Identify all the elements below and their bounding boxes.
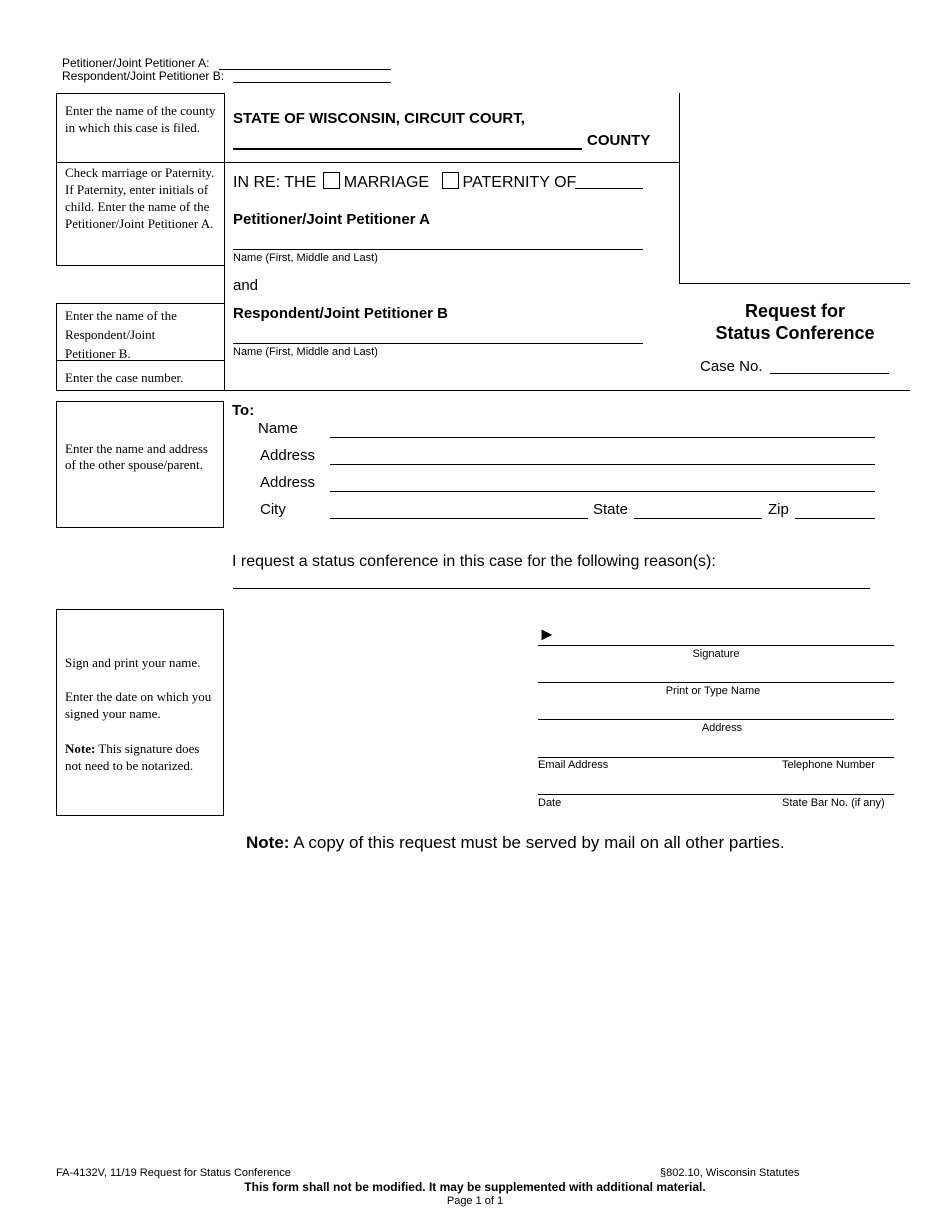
signer-address-input[interactable] [538, 705, 894, 720]
reason-input[interactable] [233, 574, 870, 589]
marriage-checkbox[interactable] [323, 172, 340, 189]
and-label: and [233, 277, 259, 294]
to-state-label: State [593, 501, 629, 518]
document-title [680, 300, 910, 344]
instruction-note [65, 740, 215, 774]
to-name-label: Name [258, 420, 299, 437]
footer-statute: §802.10, Wisconsin Statutes [660, 1167, 800, 1179]
petitioner-a-name-input[interactable] [233, 235, 643, 250]
signer-address-caption: Address [701, 722, 743, 734]
date-caption: Date [538, 797, 562, 809]
telephone-caption: Telephone Number [782, 759, 875, 771]
instruction-case-number: Enter the case number. [65, 370, 184, 385]
instruction-note-text: This signature does not need to be notarized. [65, 741, 200, 773]
in-re-label: IN RE: THE [233, 174, 317, 191]
instruction-note-bold: Note: [65, 741, 96, 756]
instruction-respondent: Enter the name of the Respondent/Joint Petitioner B. [65, 308, 177, 361]
caption-bottom-rule [225, 390, 910, 391]
in-re-line [233, 172, 576, 192]
service-note-text: A copy of this request must be served by mail on all other parties. [293, 833, 785, 852]
marriage-label: MARRIAGE [343, 174, 430, 191]
respondent-b-name-caption: Name (First, Middle and Last) [233, 346, 378, 358]
county-label: COUNTY [587, 132, 651, 149]
county-input[interactable] [233, 134, 582, 150]
to-address1-label: Address [260, 447, 316, 464]
to-state-input[interactable] [634, 504, 762, 519]
signature-arrow-icon: ► [538, 624, 556, 644]
instruction-county: Enter the name of the county in which this case is filed. [65, 103, 216, 135]
email-phone-input[interactable] [538, 743, 894, 758]
caption-box-bottom [679, 283, 910, 284]
state-bar-caption: State Bar No. (if any) [782, 797, 885, 809]
child-initials-input[interactable] [575, 174, 643, 189]
to-zip-input[interactable] [795, 504, 875, 519]
respondent-b-header-input[interactable] [233, 68, 391, 83]
petitioner-a-header-label: Petitioner/Joint Petitioner A: [62, 56, 210, 70]
print-name-caption: Print or Type Name [665, 685, 761, 697]
caption-left-border [224, 266, 225, 391]
signature-input[interactable] [558, 631, 894, 646]
signature-line-start [538, 645, 558, 646]
instruction-divider [56, 162, 225, 163]
date-bar-input[interactable] [538, 780, 894, 795]
to-zip-label: Zip [768, 501, 789, 518]
to-address2-label: Address [260, 474, 316, 491]
footer-warning: This form shall not be modified. It may be supplemented with additional material. [244, 1180, 706, 1194]
case-no-input[interactable] [770, 359, 889, 374]
paternity-checkbox[interactable] [442, 172, 459, 189]
document-title-line1: Request for [744, 301, 845, 321]
instruction-date-signed: Enter the date on which you signed your name. [65, 689, 212, 721]
signature-caption: Signature [692, 648, 740, 660]
instruction-other-spouse: Enter the name and address of the other spouse/parent. [65, 441, 208, 472]
to-city-input[interactable] [330, 504, 588, 519]
footer-form-id: FA-4132V, 11/19 Request for Status Conference [56, 1167, 291, 1179]
service-note [246, 833, 785, 853]
to-city-label: City [260, 501, 286, 518]
print-name-input[interactable] [538, 668, 894, 683]
respondent-b-header-label: Respondent/Joint Petitioner B: [62, 69, 225, 83]
email-caption: Email Address [538, 759, 609, 771]
caption-divider [225, 162, 679, 163]
caption-right-border [679, 93, 680, 283]
to-address1-input[interactable] [330, 450, 875, 465]
petitioner-a-name-caption: Name (First, Middle and Last) [233, 252, 378, 264]
case-no-label: Case No. [700, 358, 763, 375]
respondent-b-name-input[interactable] [233, 329, 643, 344]
court-title: STATE OF WISCONSIN, CIRCUIT COURT, [233, 110, 525, 127]
document-title-line2: Status Conference [715, 323, 875, 343]
paternity-label: PATERNITY OF [462, 174, 577, 191]
footer-page: Page 1 of 1 [446, 1195, 504, 1207]
request-text: I request a status conference in this case for the following reason(s): [232, 553, 716, 570]
to-address2-input[interactable] [330, 477, 875, 492]
service-note-bold: Note: [246, 833, 290, 852]
instruction-marriage: Check marriage or Paternity. If Paternity, enter initials of child. Enter the name of the Petitioner/Joint Petitioner A. [65, 165, 215, 231]
respondent-b-title: Respondent/Joint Petitioner B [233, 305, 449, 322]
instruction-sign-print: Sign and print your name. [65, 655, 201, 670]
petitioner-a-title: Petitioner/Joint Petitioner A [233, 211, 430, 228]
to-label: To: [232, 402, 255, 419]
to-name-input[interactable] [330, 423, 875, 438]
